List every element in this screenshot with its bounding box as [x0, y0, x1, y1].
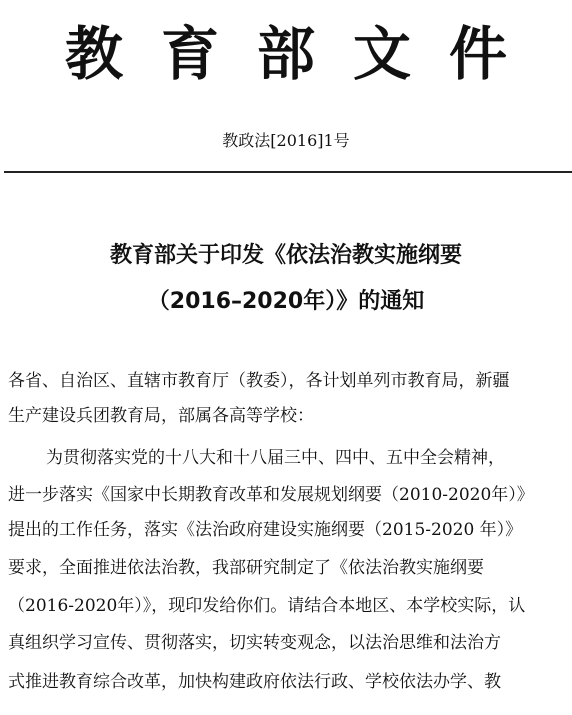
header-divider	[4, 171, 572, 173]
body-line-4: 进一步落实《国家中长期教育改革和发展规划纲要（2010-2020年）》	[8, 485, 534, 505]
body-line-3: 为贯彻落实党的十八大和十八届三中、四中、五中全会精神，	[46, 448, 505, 468]
body-line-5: 提出的工作任务，落实《法治政府建设实施纲要（2015-2020 年）》	[8, 520, 523, 540]
body-line-9: 式推进教育综合改革，加快构建政府依法行政、学校依法办学、教	[8, 672, 501, 692]
body-line-6: 要求，全面推进依法治教，我部研究制定了《依法治教实施纲要	[8, 558, 484, 578]
body-line-2: 生产建设兵团教育局，部属各高等学校：	[8, 406, 314, 426]
body-line-8: 真组织学习宣传、贯彻落实，切实转变观念，以法治思维和法治方	[8, 633, 501, 653]
body-line-7: （2016-2020年）》，现印发给你们。请结合本地区、本学校实际，认	[8, 596, 526, 616]
body-line-1: 各省、自治区、直辖市教育厅（教委），各计划单列市教育局，新疆	[8, 371, 510, 391]
document-title-line-2: （2016–2020年）》的通知	[147, 289, 425, 314]
issuer-header: 教育部文件	[64, 20, 545, 88]
document-title-line-1: 教育部关于印发《依法治教实施纲要	[109, 243, 462, 268]
document-number: 教政法[2016]1号	[222, 131, 350, 150]
